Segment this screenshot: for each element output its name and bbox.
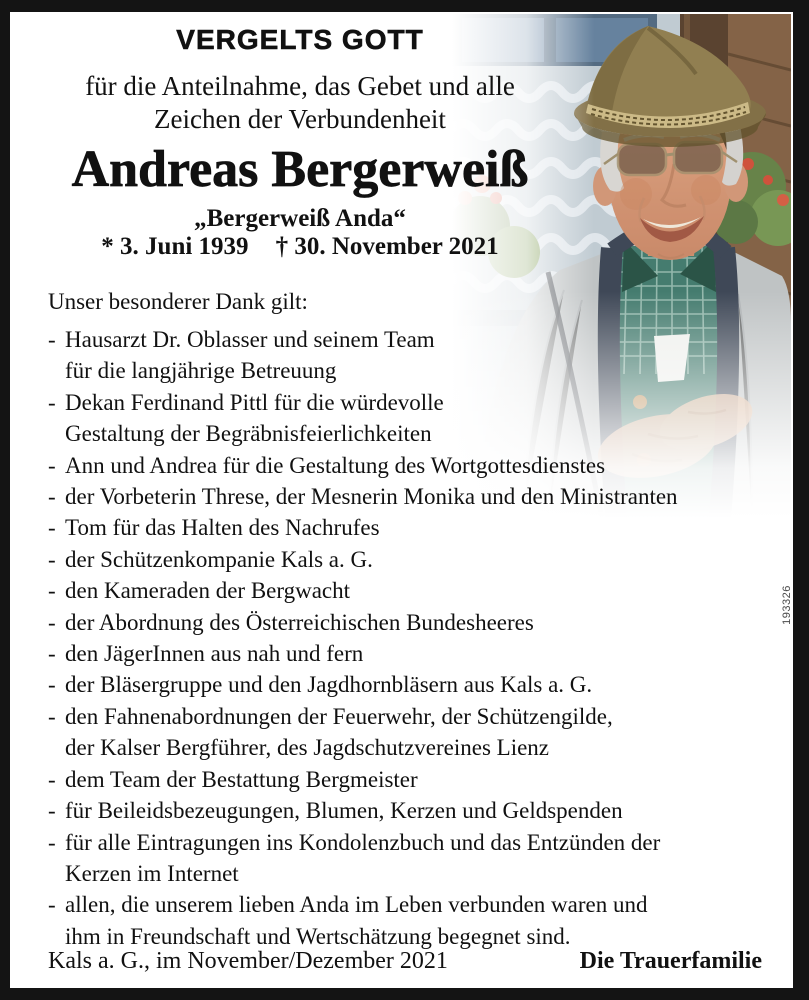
footer — [48, 946, 762, 976]
deceased-name: Andreas Bergerweiß — [71, 141, 529, 198]
thanks-item — [48, 889, 788, 952]
dash-bullet: - — [48, 641, 56, 667]
thanks-item — [48, 638, 788, 669]
dash-bullet: - — [48, 798, 56, 824]
thanks-item-line: für die langjährige Betreuung — [65, 358, 337, 384]
thanks-item-line: - der Schützenkompanie Kals a. G. — [48, 544, 788, 575]
thanks-item — [48, 450, 788, 481]
thanks-section — [48, 286, 788, 952]
dash-bullet: - — [48, 829, 56, 855]
thanks-item — [48, 827, 788, 890]
dash-bullet: - — [48, 452, 56, 478]
deceased-nickname: „Bergerweiß Anda“ — [194, 205, 406, 232]
thanks-item-line: - der Bläsergruppe und den Jagdhornbläsern aus Kals a. G. — [48, 669, 788, 700]
thanks-item-line: - dem Team der Bestattung Bergmeister — [48, 764, 788, 795]
thanks-item — [48, 764, 788, 795]
thanks-list — [48, 324, 788, 952]
death-date: † 30. November 2021 — [275, 233, 499, 260]
thanks-item-line: - allen, die unserem lieben Anda im Leben verbunden waren und — [48, 889, 788, 920]
thanks-item-line: - Dekan Ferdinand Pittl für die würdevolle — [48, 387, 788, 418]
notice-page — [10, 12, 793, 988]
thanks-item-line: - Hausarzt Dr. Oblasser und seinem Team — [48, 324, 788, 355]
thanks-item-line: - Tom für das Halten des Nachrufes — [48, 512, 788, 543]
reference-number: 193326 — [781, 585, 793, 625]
thanks-item-line: Kerzen im Internet — [65, 860, 239, 886]
page-title: VERGELTS GOTT — [176, 24, 424, 55]
thanks-item-line: - für alle Eintragungen ins Kondolenzbuch und das Entzünden der — [48, 827, 788, 858]
thanks-item-line: - der Vorbeterin Threse, der Mesnerin Monika und den Ministranten — [48, 481, 788, 512]
thanks-item — [48, 607, 788, 638]
thanks-item-line: - den Fahnenabordnungen der Feuerwehr, der Schützengilde, — [48, 701, 788, 732]
dash-bullet: - — [48, 546, 56, 572]
thanks-item — [48, 324, 788, 387]
dash-bullet: - — [48, 515, 56, 541]
thanks-item — [48, 387, 788, 450]
thanks-item-line: der Kalser Bergführer, des Jagdschutzvereines Lienz — [65, 735, 550, 761]
thanks-item-line: - Ann und Andrea für die Gestaltung des Wortgottesdienstes — [48, 450, 788, 481]
thanks-item — [48, 481, 788, 512]
thanks-item — [48, 795, 788, 826]
birth-death-dates — [10, 233, 590, 261]
place-date: Kals a. G., im November/Dezember 2021 — [48, 948, 448, 974]
birth-date: * 3. Juni 1939 — [101, 233, 249, 260]
dash-bullet: - — [48, 389, 56, 415]
thanks-item-line: - den Kameraden der Bergwacht — [48, 575, 788, 606]
thanks-lead: Unser besonderer Dank gilt: — [48, 289, 308, 314]
dash-bullet: - — [48, 892, 56, 918]
dash-bullet: - — [48, 672, 56, 698]
dash-bullet: - — [48, 484, 56, 510]
dash-bullet: - — [48, 703, 56, 729]
intro-line-1: für die Anteilnahme, das Gebet und alle — [85, 71, 515, 101]
thanks-item — [48, 512, 788, 543]
dash-bullet: - — [48, 766, 56, 792]
dash-bullet: - — [48, 327, 56, 352]
thanks-item — [48, 669, 788, 700]
dash-bullet: - — [48, 578, 56, 604]
signature: Die Trauerfamilie — [579, 948, 762, 974]
thanks-item — [48, 575, 788, 606]
thanks-item — [48, 544, 788, 575]
thanks-item — [48, 701, 788, 764]
thanks-item-line: ihm in Freundschaft und Wertschätzung begegnet sind. — [65, 923, 571, 949]
intro-line-2: Zeichen der Verbundenheit — [154, 104, 446, 134]
dash-bullet: - — [48, 609, 56, 635]
thanks-item-line: - der Abordnung des Österreichischen Bundesheeres — [48, 607, 788, 638]
thanks-item-line: - für Beileidsbezeugungen, Blumen, Kerzen und Geldspenden — [48, 795, 788, 826]
thanks-item-line: Gestaltung der Begräbnisfeierlichkeiten — [65, 421, 432, 447]
thanks-item-line: - den JägerInnen aus nah und fern — [48, 638, 788, 669]
